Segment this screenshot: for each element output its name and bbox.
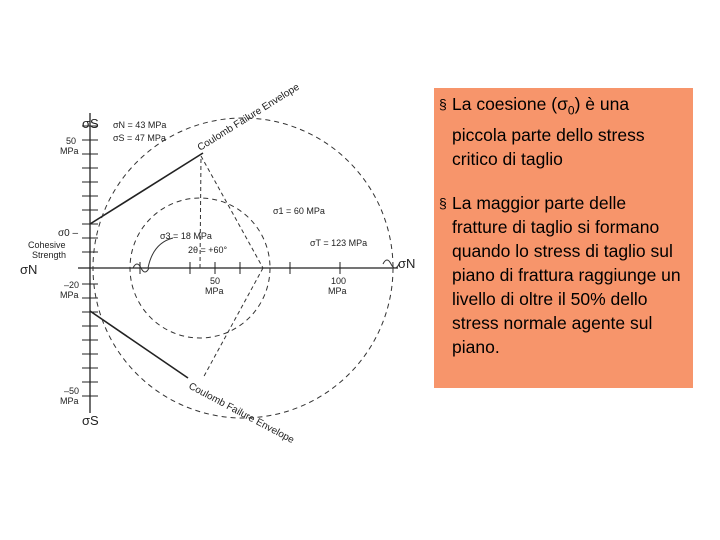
mohr-coulomb-diagram (18, 78, 418, 458)
envelope-bottom-line (90, 311, 188, 378)
axis-sigma-n-left: σN (20, 262, 38, 277)
axis-sigma-n-right: σN (398, 256, 416, 271)
note-2theta: 2θ = +60° (188, 245, 228, 255)
bullet2-text: La maggior parte delle fratture di taglio si formano quando lo stress di taglio sul piano di frattura raggiunge un livello di oltre il 50% dello stress normale agente sul piano. (452, 192, 681, 357)
tick-neg50-unit: MPa (60, 396, 79, 406)
tick-x100: 100 (331, 276, 347, 286)
bullet-cohesion (439, 92, 685, 171)
cohesion-sub2: Strength (32, 250, 67, 260)
tick-x50-unit: MPa (205, 286, 224, 296)
bullet1-pre: La coesione ( (452, 94, 558, 114)
note-sigmaT: σT = 123 MPa (310, 238, 368, 248)
squiggle-right (383, 260, 399, 268)
explanation-box (434, 88, 693, 388)
tick-neg50: –50 (64, 386, 80, 396)
tick-x50: 50 (210, 276, 221, 286)
angle-arc (148, 238, 173, 268)
envelope-top-line (90, 153, 203, 224)
tick-pos50: 50 (66, 136, 77, 146)
cohesion-label: σ0 – (58, 228, 79, 239)
tick-neg20-unit: MPa (60, 290, 79, 300)
bullet-fractures (439, 191, 685, 359)
note-sigma3: σ3 = 18 MPa (160, 231, 212, 241)
note-sigma-s: σS = 47 MPa (113, 133, 166, 143)
bullet-marker: § (439, 96, 447, 112)
bullet1-subscript: 0 (567, 103, 575, 118)
bullet1-symbol: σ (557, 94, 568, 114)
note-sigma-n: σN = 43 MPa (113, 120, 167, 130)
tick-neg20: –20 (64, 280, 80, 290)
envelope-bottom-label: Coulomb Failure Envelope (186, 380, 296, 446)
cohesion-sub1: Cohesive (28, 240, 66, 250)
tick-x100-unit: MPa (328, 286, 347, 296)
bullet1-post: ) è una piccola parte dello stress critico di taglio (452, 94, 645, 169)
tick-pos50-unit: MPa (60, 146, 79, 156)
bullet-marker: § (439, 194, 447, 211)
note-sigma1: σ1 = 60 MPa (273, 206, 325, 216)
axis-sigma-s-top: σS (82, 116, 99, 131)
envelope-top-label: Coulomb Failure Envelope (195, 81, 302, 154)
axis-sigma-s-bottom: σS (82, 413, 99, 428)
